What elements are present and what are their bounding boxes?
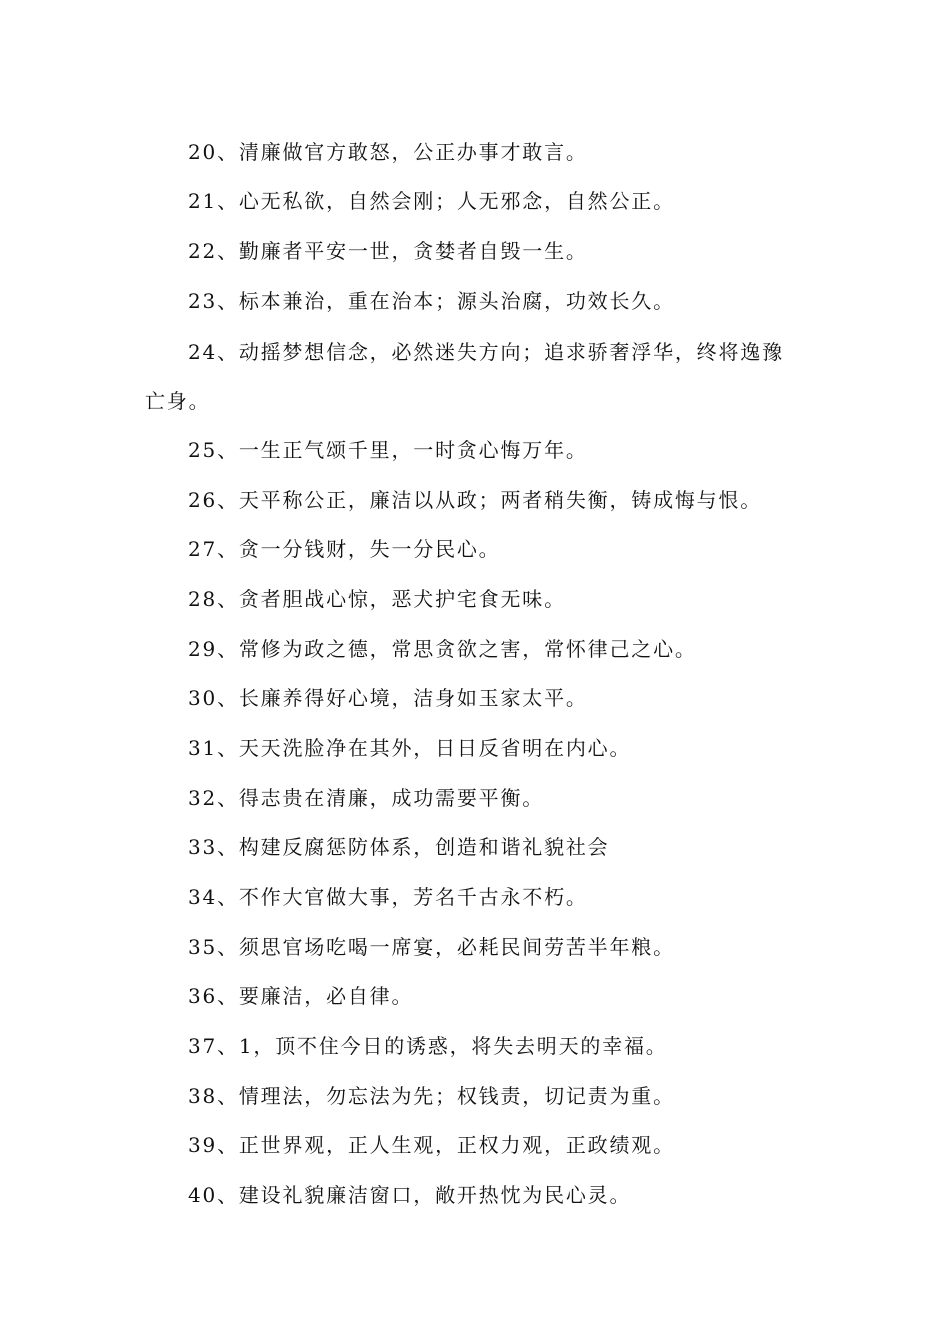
item-separator: 、 [217,537,239,561]
item-number: 36 [188,984,218,1008]
item-number: 28 [188,587,218,611]
item-text: 天平称公正，廉洁以从政；两者稍失衡，铸成悔与恨。 [238,488,763,512]
item-separator: 、 [217,1133,239,1157]
item-number: 29 [188,637,218,661]
item-text: 不作大官做大事，芳名千古永不朽。 [238,885,588,909]
list-item [145,1182,868,1208]
item-number: 26 [188,488,218,512]
item-separator: 、 [217,984,239,1008]
item-separator: 、 [217,1034,239,1058]
item-separator: 、 [217,438,239,462]
item-number: 39 [188,1133,218,1157]
list-item-continuation [145,388,825,414]
item-separator: 、 [217,488,239,512]
item-separator: 、 [217,637,239,661]
item-number: 22 [188,239,218,263]
item-separator: 、 [217,786,239,810]
list-item [145,437,868,463]
item-text: 建设礼貌廉洁窗口，敞开热忱为民心灵。 [238,1183,632,1207]
list-item [145,735,868,761]
item-number: 35 [188,935,218,959]
item-separator: 、 [217,935,239,959]
item-text: 情理法，勿忘法为先；权钱责，切记责为重。 [238,1084,675,1108]
item-text: 贪一分钱财，失一分民心。 [238,537,501,561]
list-item [145,934,868,960]
list-item [145,288,868,314]
item-separator: 、 [217,885,239,909]
item-text: 常修为政之德，常思贪欲之害，常怀律己之心。 [238,637,697,661]
item-text: 贪者胆战心惊，恶犬护宅食无味。 [238,587,566,611]
item-separator: 、 [217,189,239,213]
item-text: 天天洗脸净在其外，日日反省明在内心。 [238,736,632,760]
list-item [145,586,868,612]
list-item [145,536,868,562]
item-number: 24 [188,340,218,364]
item-text: 清廉做官方敢怒，公正办事才敢言。 [238,140,588,164]
item-number: 30 [188,686,218,710]
item-number: 38 [188,1084,218,1108]
item-text: 正世界观，正人生观，正权力观，正政绩观。 [238,1133,675,1157]
item-number: 33 [188,835,218,859]
item-number: 25 [188,438,218,462]
item-text: 须思官场吃喝一席宴，必耗民间劳苦半年粮。 [238,935,675,959]
item-text: 1，顶不住今日的诱惑，将失去明天的幸福。 [238,1034,668,1058]
list-item [145,636,868,662]
item-separator: 、 [217,340,239,364]
list-item [145,139,868,165]
item-text: 心无私欲，自然会刚；人无邪念，自然公正。 [238,189,675,213]
item-number: 34 [188,885,218,909]
list-item [145,188,868,214]
item-number: 21 [188,189,218,213]
item-separator: 、 [217,1084,239,1108]
list-item [145,983,868,1009]
item-text: 一生正气颂千里，一时贪心悔万年。 [238,438,588,462]
item-separator: 、 [217,289,239,313]
item-number: 23 [188,289,218,313]
list-item [145,834,868,860]
item-separator: 、 [217,686,239,710]
item-number: 40 [188,1183,218,1207]
item-number: 37 [188,1034,218,1058]
item-number: 20 [188,140,218,164]
item-text: 勤廉者平安一世，贪婪者自毁一生。 [238,239,588,263]
list-item [145,1132,868,1158]
list-item [145,1033,868,1059]
list-item [145,884,868,910]
item-separator: 、 [217,835,239,859]
item-text: 长廉养得好心境，洁身如玉家太平。 [238,686,588,710]
item-number: 27 [188,537,218,561]
item-separator: 、 [217,1183,239,1207]
item-text: 标本兼治，重在治本；源头治腐，功效长久。 [238,289,675,313]
item-number: 31 [188,736,218,760]
list-item [145,785,868,811]
item-separator: 、 [217,140,239,164]
list-item [145,238,868,264]
list-item [145,487,868,513]
item-text: 动摇梦想信念，必然迷失方向；追求骄奢浮华，终将逸豫 [238,340,784,364]
item-separator: 、 [217,587,239,611]
item-text: 得志贵在清廉，成功需要平衡。 [238,786,545,810]
list-item [145,1083,868,1109]
item-separator: 、 [217,736,239,760]
item-text: 构建反腐惩防体系，创造和谐礼貌社会 [238,835,610,859]
list-item [145,685,868,711]
item-text: 要廉洁，必自律。 [238,984,414,1008]
item-separator: 、 [217,239,239,263]
list-item [145,339,868,365]
item-number: 32 [188,786,218,810]
item-text-continuation: 亡身。 [145,389,211,413]
